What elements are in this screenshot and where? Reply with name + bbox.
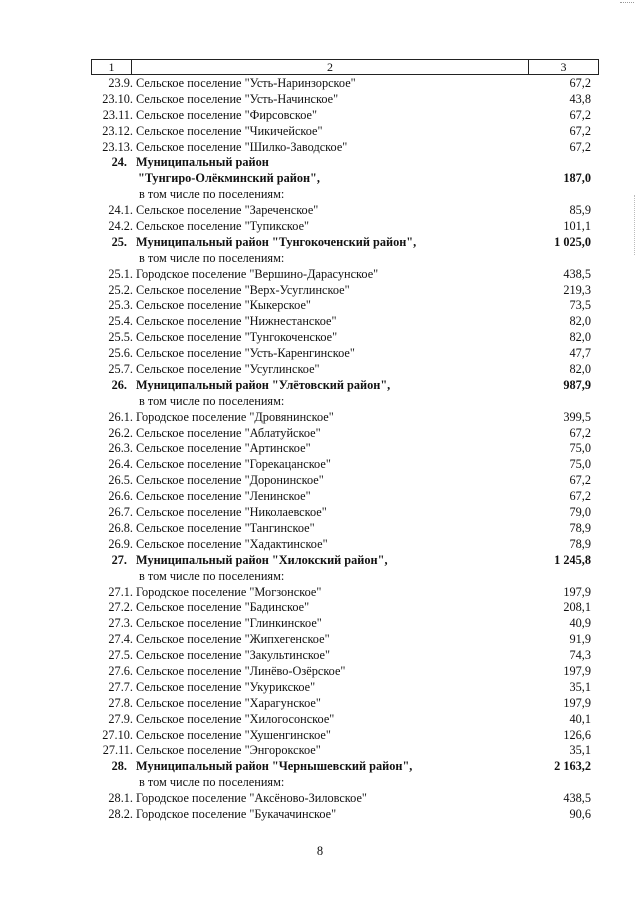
row-value: 187,0	[563, 171, 591, 186]
row-value: 73,5	[569, 298, 591, 313]
table-row	[0, 569, 640, 585]
row-number: 26.9.	[108, 536, 133, 551]
row-number: 25.3.	[108, 298, 133, 313]
settlement-name: Сельское поселение "Хилогосонское"	[136, 711, 335, 726]
row-value: 75,0	[569, 441, 591, 456]
settlement-name: Городское поселение "Вершино-Дарасунское"	[136, 266, 379, 281]
header-col-1: 1	[92, 60, 132, 74]
table-row	[0, 362, 640, 378]
table-row	[0, 807, 640, 823]
row-number: 26.5.	[108, 473, 133, 488]
table-row	[0, 108, 640, 124]
row-value: 219,3	[563, 282, 591, 297]
settlement-name: Сельское поселение "Тунгокоченское"	[136, 330, 338, 345]
settlement-name: Сельское поселение "Верх-Усуглинское"	[136, 282, 350, 297]
table-row	[0, 378, 640, 394]
row-number: 25.2.	[108, 282, 133, 297]
table-row	[0, 537, 640, 553]
table-row	[0, 616, 640, 632]
subheading-text: в том числе по поселениям:	[139, 250, 285, 265]
row-value: 197,9	[563, 695, 591, 710]
settlement-name: Городское поселение "Букачачинское"	[136, 806, 337, 821]
table-row	[0, 632, 640, 648]
table-row	[0, 330, 640, 346]
row-number: 27.9.	[108, 711, 133, 726]
row-value: 67,2	[569, 425, 591, 440]
row-number: 27.3.	[108, 616, 133, 631]
row-value: 40,9	[569, 616, 591, 631]
header-col-2: 2	[132, 60, 529, 74]
table-row	[0, 553, 640, 569]
table-row	[0, 426, 640, 442]
settlement-name: Городское поселение "Аксёново-Зиловское"	[136, 791, 367, 806]
table-row	[0, 775, 640, 791]
row-value: 79,0	[569, 505, 591, 520]
row-number: 25.	[111, 234, 127, 249]
table-row	[0, 648, 640, 664]
row-value: 35,1	[569, 679, 591, 694]
row-number: 28.	[111, 759, 127, 774]
settlement-name: Сельское поселение "Линёво-Озёрское"	[136, 663, 346, 678]
row-number: 27.10.	[102, 727, 133, 742]
table-row	[0, 203, 640, 219]
row-number: 24.	[111, 155, 127, 170]
row-number: 27.8.	[108, 695, 133, 710]
settlement-name: Сельское поселение "Укурикское"	[136, 679, 316, 694]
settlement-name: Сельское поселение "Тангинское"	[136, 520, 315, 535]
settlement-name: Сельское поселение "Ленинское"	[136, 489, 311, 504]
table-row	[0, 394, 640, 410]
row-number: 23.9.	[108, 76, 133, 90]
settlement-name: Муниципальный район "Улётовский район",	[136, 377, 391, 392]
table-row	[0, 728, 640, 744]
table-row	[0, 585, 640, 601]
row-value: 126,6	[563, 727, 591, 742]
row-value: 1 025,0	[554, 234, 591, 249]
settlement-name: Городское поселение "Дровянинское"	[136, 409, 334, 424]
table-row	[0, 712, 640, 728]
settlement-name: Сельское поселение "Фирсовское"	[136, 107, 317, 122]
table-row	[0, 521, 640, 537]
row-number: 25.7.	[108, 362, 133, 377]
table-row	[0, 600, 640, 616]
settlement-name: Сельское поселение "Хушенгинское"	[136, 727, 331, 742]
settlement-name: Сельское поселение "Хадактинское"	[136, 536, 328, 551]
row-number: 27.2.	[108, 600, 133, 615]
row-number: 27.6.	[108, 663, 133, 678]
settlement-name: Городское поселение "Могзонское"	[136, 584, 322, 599]
row-value: 67,2	[569, 123, 591, 138]
row-number: 27.4.	[108, 632, 133, 647]
settlement-name: Сельское поселение "Чикичейское"	[136, 123, 323, 138]
settlement-name: Сельское поселение "Глинкинское"	[136, 616, 322, 631]
table-row	[0, 441, 640, 457]
settlement-name: Сельское поселение "Кыкерское"	[136, 298, 311, 313]
settlement-name: Сельское поселение "Зареченское"	[136, 203, 319, 218]
table-row	[0, 759, 640, 775]
row-number: 26.7.	[108, 505, 133, 520]
table-row	[0, 283, 640, 299]
row-value: 43,8	[569, 91, 591, 106]
table-row	[0, 235, 640, 251]
row-value: 78,9	[569, 536, 591, 551]
table-row	[0, 346, 640, 362]
table-row	[0, 457, 640, 473]
settlement-name: Муниципальный район "Тунгокоченский район",	[136, 234, 417, 249]
row-value: 399,5	[563, 409, 591, 424]
row-value: 987,9	[563, 377, 591, 392]
subheading-text: в том числе по поселениям:	[139, 775, 285, 790]
settlement-name: Сельское поселение "Усть-Каренгинское"	[136, 346, 355, 361]
row-value: 82,0	[569, 314, 591, 329]
row-number: 26.4.	[108, 457, 133, 472]
table-body	[0, 76, 640, 823]
table-row	[0, 251, 640, 267]
table-row	[0, 473, 640, 489]
settlement-name: Муниципальный район	[136, 155, 269, 170]
row-value: 438,5	[563, 266, 591, 281]
row-value: 438,5	[563, 791, 591, 806]
table-row	[0, 171, 640, 187]
row-number: 25.6.	[108, 346, 133, 361]
row-number: 26.2.	[108, 425, 133, 440]
row-number: 25.1.	[108, 266, 133, 281]
row-value: 197,9	[563, 584, 591, 599]
row-number: 25.5.	[108, 330, 133, 345]
table-row	[0, 680, 640, 696]
settlement-name: Сельское поселение "Нижнестанское"	[136, 314, 337, 329]
table-row	[0, 76, 640, 92]
row-value: 208,1	[563, 600, 591, 615]
row-value: 78,9	[569, 520, 591, 535]
table-row	[0, 314, 640, 330]
row-number: 27.7.	[108, 679, 133, 694]
table-row	[0, 155, 640, 171]
table-header-row	[91, 59, 599, 75]
row-number: 27.	[111, 552, 127, 567]
row-value: 47,7	[569, 346, 591, 361]
table-row	[0, 187, 640, 203]
row-value: 2 163,2	[554, 759, 591, 774]
settlement-name: Сельское поселение "Харагунское"	[136, 695, 321, 710]
settlement-name: Сельское поселение "Тупикское"	[136, 219, 310, 234]
subheading-text: в том числе по поселениям:	[139, 568, 285, 583]
row-value: 35,1	[569, 743, 591, 758]
settlement-name: "Тунгиро-Олёкминский район",	[138, 171, 320, 186]
row-value: 101,1	[563, 219, 591, 234]
row-number: 28.1.	[108, 791, 133, 806]
row-number: 26.3.	[108, 441, 133, 456]
table-row	[0, 505, 640, 521]
table-row	[0, 696, 640, 712]
row-number: 28.2.	[108, 806, 133, 821]
row-number: 26.8.	[108, 520, 133, 535]
row-value: 67,2	[569, 489, 591, 504]
settlement-name: Сельское поселение "Николаевское"	[136, 505, 327, 520]
settlement-name: Муниципальный район "Чернышевский район",	[136, 759, 413, 774]
settlement-name: Сельское поселение "Шилко-Заводское"	[136, 139, 348, 154]
row-value: 90,6	[569, 806, 591, 821]
row-value: 197,9	[563, 663, 591, 678]
settlement-name: Сельское поселение "Артинское"	[136, 441, 311, 456]
table-row	[0, 298, 640, 314]
row-number: 23.10.	[102, 91, 133, 106]
page-number: 8	[316, 844, 324, 858]
table-row	[0, 124, 640, 140]
row-value: 67,2	[569, 473, 591, 488]
settlement-name: Сельское поселение "Усть-Наринзорское"	[136, 76, 356, 90]
table-row	[0, 267, 640, 283]
row-number: 27.5.	[108, 648, 133, 663]
subheading-text: в том числе по поселениям:	[139, 187, 285, 202]
row-value: 67,2	[569, 139, 591, 154]
subheading-text: в том числе по поселениям:	[139, 393, 285, 408]
row-number: 26.	[111, 377, 127, 392]
settlement-name: Сельское поселение "Жипхегенское"	[136, 632, 330, 647]
row-number: 23.12.	[102, 123, 133, 138]
row-value: 82,0	[569, 362, 591, 377]
settlement-name: Сельское поселение "Аблатуйское"	[136, 425, 321, 440]
row-value: 1 245,8	[554, 552, 591, 567]
settlement-name: Сельское поселение "Закультинское"	[136, 648, 331, 663]
row-value: 67,2	[569, 76, 591, 90]
row-number: 24.2.	[108, 219, 133, 234]
scan-mark	[620, 2, 634, 7]
row-number: 27.11.	[102, 743, 133, 758]
table-row	[0, 743, 640, 759]
row-value: 67,2	[569, 107, 591, 122]
settlement-name: Сельское поселение "Бадинское"	[136, 600, 310, 615]
row-number: 26.6.	[108, 489, 133, 504]
table-row	[0, 140, 640, 156]
table-row	[0, 489, 640, 505]
settlement-name: Сельское поселение "Усуглинское"	[136, 362, 320, 377]
table-row	[0, 791, 640, 807]
row-number: 23.13.	[102, 139, 133, 154]
settlement-name: Сельское поселение "Энгорокское"	[136, 743, 321, 758]
row-value: 40,1	[569, 711, 591, 726]
header-col-3: 3	[560, 60, 567, 74]
table-row	[0, 219, 640, 235]
row-value: 75,0	[569, 457, 591, 472]
row-number: 23.11.	[102, 107, 133, 122]
row-value: 91,9	[569, 632, 591, 647]
row-value: 82,0	[569, 330, 591, 345]
row-value: 85,9	[569, 203, 591, 218]
settlement-name: Сельское поселение "Горекацанское"	[136, 457, 331, 472]
settlement-name: Сельское поселение "Доронинское"	[136, 473, 324, 488]
row-value: 74,3	[569, 648, 591, 663]
table-row	[0, 664, 640, 680]
settlement-name: Муниципальный район "Хилокский район",	[136, 552, 388, 567]
table-row	[0, 410, 640, 426]
row-number: 24.1.	[108, 203, 133, 218]
row-number: 27.1.	[108, 584, 133, 599]
table-row	[0, 92, 640, 108]
row-number: 26.1.	[108, 409, 133, 424]
settlement-name: Сельское поселение "Усть-Начинское"	[136, 91, 339, 106]
row-number: 25.4.	[108, 314, 133, 329]
